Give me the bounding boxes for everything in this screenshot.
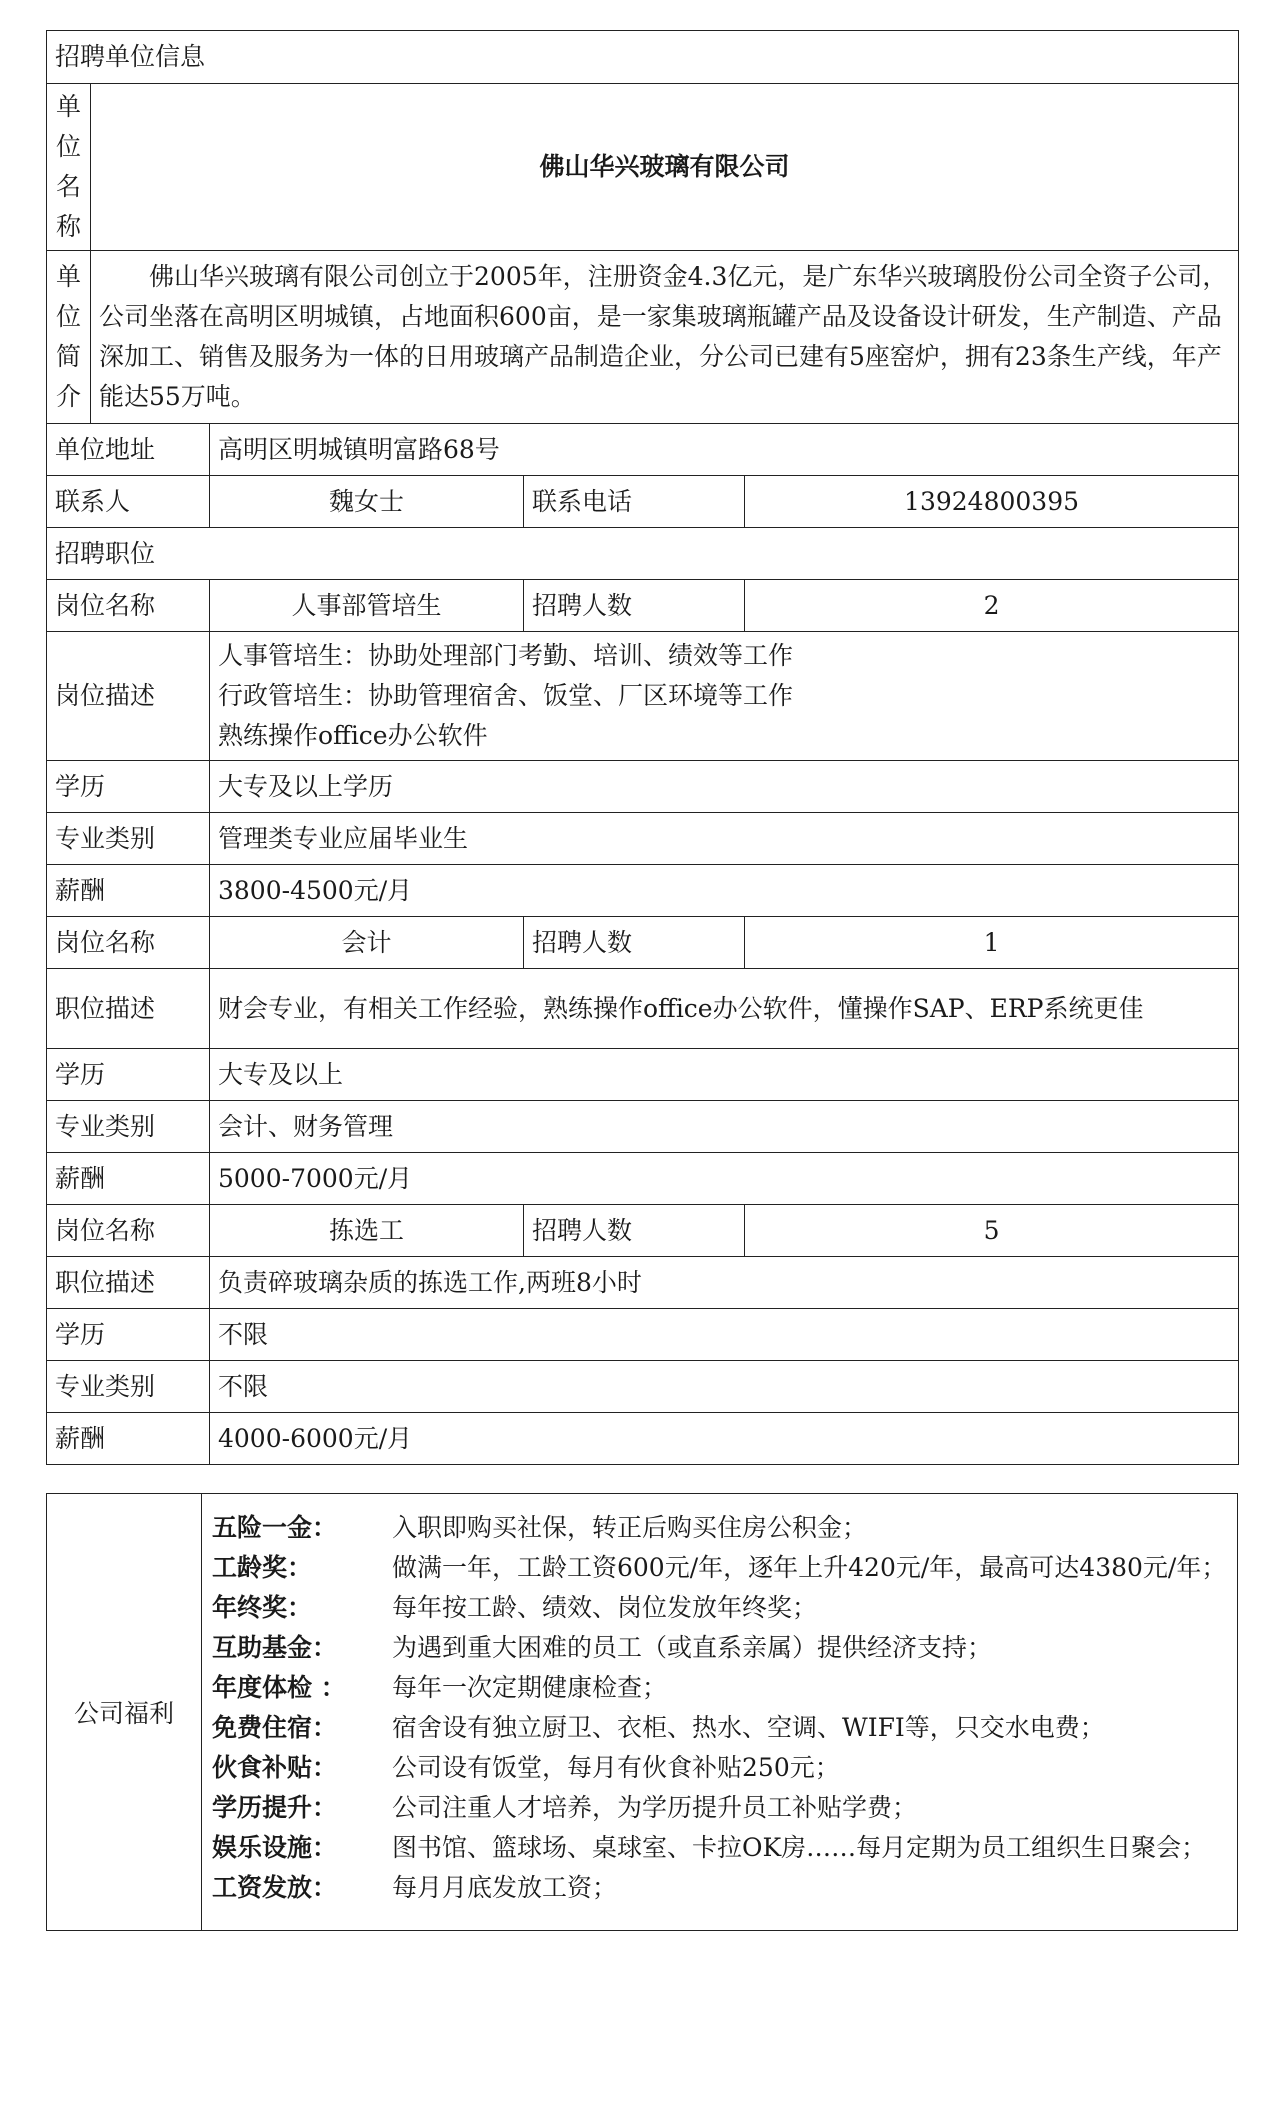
welfare-item: 伙食补贴： 公司设有饭堂，每月有伙食补贴250元； bbox=[212, 1753, 840, 1782]
welfare-item: 娱乐设施： 图书馆、篮球场、桌球室、卡拉OK房……每月定期为员工组织生日聚会； bbox=[212, 1833, 1207, 1862]
contact-label: 联系人 bbox=[47, 476, 210, 528]
position-major-label: 专业类别 bbox=[47, 1101, 210, 1153]
position-major-label: 专业类别 bbox=[47, 1361, 210, 1413]
position-edu: 不限 bbox=[210, 1309, 1239, 1361]
phone-value: 13924800395 bbox=[745, 476, 1239, 528]
welfare-item: 五险一金： 入职即购买社保，转正后购买住房公积金； bbox=[212, 1513, 868, 1542]
recruitment-sheet bbox=[46, 30, 1238, 1931]
contact-value: 魏女士 bbox=[210, 476, 524, 528]
welfare-item: 年终奖： 每年按工龄、绩效、岗位发放年终奖； bbox=[212, 1593, 818, 1622]
position-name: 会计 bbox=[210, 917, 524, 969]
welfare-item: 年度体检 ： 每年一次定期健康检查； bbox=[212, 1673, 668, 1702]
position-salary-label: 薪酬 bbox=[47, 1413, 210, 1465]
company-name-label: 单 位 名 称 bbox=[47, 84, 91, 251]
position-salary: 3800-4500元/月 bbox=[210, 865, 1239, 917]
position-count: 1 bbox=[745, 917, 1239, 969]
position-name-label: 岗位名称 bbox=[47, 1205, 210, 1257]
position-salary-label: 薪酬 bbox=[47, 1153, 210, 1205]
position-desc-label: 职位描述 bbox=[47, 969, 210, 1049]
position-salary-label: 薪酬 bbox=[47, 865, 210, 917]
company-intro-label: 单 位 简 介 bbox=[47, 251, 91, 424]
welfare-list bbox=[202, 1494, 1238, 1931]
phone-label: 联系电话 bbox=[524, 476, 745, 528]
welfare-item: 免费住宿： 宿舍设有独立厨卫、衣柜、热水、空调、WIFI等，只交水电费； bbox=[212, 1713, 1105, 1742]
company-intro: 佛山华兴玻璃有限公司创立于2005年，注册资金4.3亿元，是广东华兴玻璃股份公司全资子公司，公司坐落在高明区明城镇，占地面积600亩，是一家集玻璃瓶罐产品及设备设计研发，生产制造、产品深加工、销售及服务为一体的日用玻璃产品制造企业，分公司已建有5座窑炉，拥有23条生产线，年产能达55万吨。 bbox=[91, 251, 1239, 424]
position-name-label: 岗位名称 bbox=[47, 580, 210, 632]
position-desc: 负责碎玻璃杂质的拣选工作,两班8小时 bbox=[210, 1257, 1239, 1309]
position-count-label: 招聘人数 bbox=[524, 1205, 745, 1257]
position-edu: 大专及以上 bbox=[210, 1049, 1239, 1101]
company-info-table bbox=[46, 30, 1239, 1465]
position-count: 5 bbox=[745, 1205, 1239, 1257]
position-major: 管理类专业应届毕业生 bbox=[210, 813, 1239, 865]
position-desc-label: 职位描述 bbox=[47, 1257, 210, 1309]
position-edu: 大专及以上学历 bbox=[210, 761, 1239, 813]
welfare-item: 工资发放： 每月月底发放工资； bbox=[212, 1873, 618, 1902]
position-desc: 财会专业，有相关工作经验，熟练操作office办公软件，懂操作SAP、ERP系统更佳 bbox=[210, 969, 1239, 1049]
position-name-label: 岗位名称 bbox=[47, 917, 210, 969]
position-major: 不限 bbox=[210, 1361, 1239, 1413]
position-salary: 4000-6000元/月 bbox=[210, 1413, 1239, 1465]
positions-title: 招聘职位 bbox=[47, 528, 1239, 580]
position-count-label: 招聘人数 bbox=[524, 917, 745, 969]
position-desc-label: 岗位描述 bbox=[47, 632, 210, 761]
welfare-label: 公司福利 bbox=[47, 1494, 202, 1931]
address-value: 高明区明城镇明富路68号 bbox=[210, 424, 1239, 476]
desc-line: 人事管培生：协助处理部门考勤、培训、绩效等工作 bbox=[218, 641, 794, 670]
position-salary: 5000-7000元/月 bbox=[210, 1153, 1239, 1205]
desc-line: 行政管培生：协助管理宿舍、饭堂、厂区环境等工作 bbox=[218, 681, 794, 710]
position-edu-label: 学历 bbox=[47, 1049, 210, 1101]
position-desc bbox=[210, 632, 1239, 761]
position-name: 拣选工 bbox=[210, 1205, 524, 1257]
welfare-item: 互助基金： 为遇到重大困难的员工（或直系亲属）提供经济支持； bbox=[212, 1633, 993, 1662]
position-name: 人事部管培生 bbox=[210, 580, 524, 632]
desc-line: 熟练操作office办公软件 bbox=[218, 721, 488, 750]
welfare-item: 工龄奖： 做满一年，工龄工资600元/年，逐年上升420元/年，最高可达4380元/年； bbox=[212, 1553, 1227, 1582]
position-edu-label: 学历 bbox=[47, 761, 210, 813]
position-count-label: 招聘人数 bbox=[524, 580, 745, 632]
welfare-table bbox=[46, 1493, 1238, 1931]
welfare-item: 学历提升： 公司注重人才培养，为学历提升员工补贴学费； bbox=[212, 1793, 918, 1822]
section-title: 招聘单位信息 bbox=[47, 31, 1239, 84]
position-count: 2 bbox=[745, 580, 1239, 632]
position-major: 会计、财务管理 bbox=[210, 1101, 1239, 1153]
address-label: 单位地址 bbox=[47, 424, 210, 476]
position-major-label: 专业类别 bbox=[47, 813, 210, 865]
position-edu-label: 学历 bbox=[47, 1309, 210, 1361]
company-name: 佛山华兴玻璃有限公司 bbox=[91, 84, 1239, 251]
